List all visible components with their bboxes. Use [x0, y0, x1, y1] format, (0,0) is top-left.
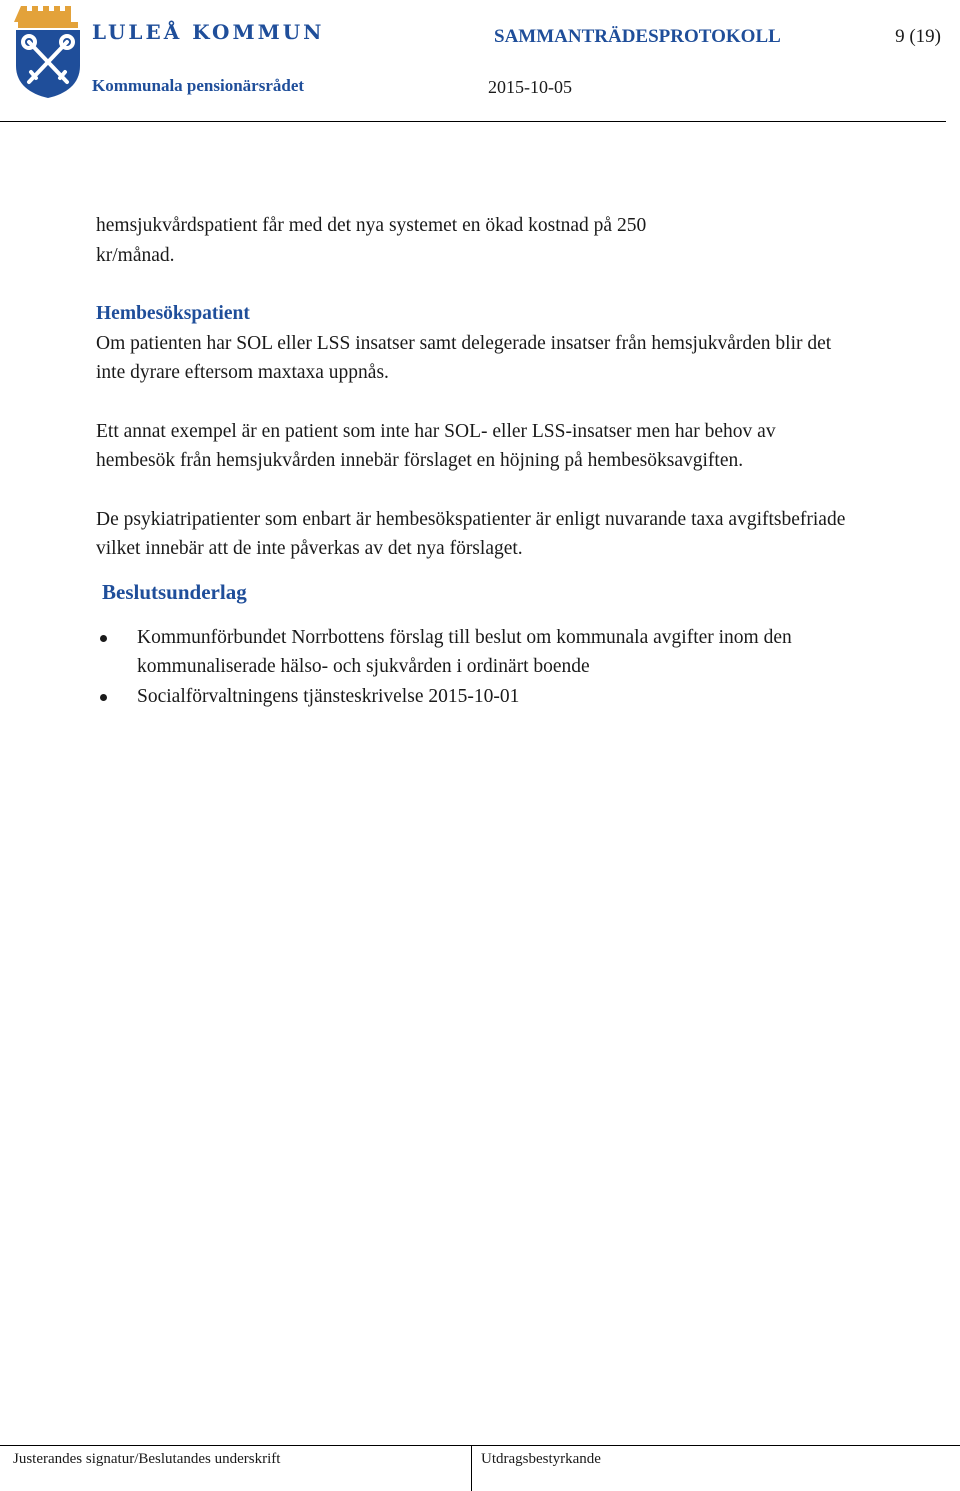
header-divider	[0, 121, 946, 122]
intro-line-2: kr/månad.	[96, 244, 175, 266]
bullet-icon	[100, 635, 107, 642]
bullet-icon	[100, 694, 107, 701]
subheading-hembesokspatient: Hembesökspatient	[96, 303, 250, 324]
lulea-coat-of-arms-icon	[11, 2, 85, 100]
extract-label: Utdragsbestyrkande	[481, 1451, 601, 1467]
list-item-text: Kommunförbundet Norrbottens förslag till beslut om kommunala avgifter inom den kommunaliserade hälso- och sjukvården i ordinärt boende	[137, 626, 792, 677]
intro-paragraph	[96, 211, 856, 270]
municipality-name: LULEÅ KOMMUN	[92, 20, 325, 44]
meeting-date: 2015-10-05	[488, 77, 572, 97]
section-heading-beslutsunderlag: Beslutsunderlag	[102, 579, 247, 604]
page-number: 9 (19)	[895, 26, 941, 47]
list-item	[96, 623, 856, 682]
document-type: SAMMANTRÄDESPROTOKOLL	[494, 26, 781, 47]
beslutsunderlag-list	[96, 623, 856, 712]
list-item-text: Socialförvaltningens tjänsteskrivelse 2015-10-01	[137, 685, 520, 707]
list-item	[96, 682, 856, 712]
intro-line-1: hemsjukvårdspatient får med det nya systemet en ökad kostnad på 250	[96, 215, 647, 236]
paragraph-psykiatri: De psykiatripatienter som enbart är hembesökspatienter är enligt nuvarande taxa avgiftsbefriade vilket innebär att de inte påverkas av det nya förslaget.	[96, 508, 846, 559]
paragraph-hembesok: Om patienten har SOL eller LSS insatser samt delegerade insatser från hemsjukvården blir det inte dyrare eftersom maxtaxa uppnås.	[96, 332, 832, 383]
footer-divider	[0, 1445, 960, 1446]
paragraph-example: Ett annat exempel är en patient som inte har SOL- eller LSS-insatser men har behov av hembesök från hemsjukvården innebär förslaget en höjning på hembesöksavgiften.	[96, 420, 776, 471]
signature-label: Justerandes signatur/Beslutandes underskrift	[13, 1451, 281, 1467]
document-body	[96, 211, 856, 711]
footer-column-divider	[471, 1445, 472, 1491]
department-name: Kommunala pensionärsrådet	[92, 76, 305, 95]
